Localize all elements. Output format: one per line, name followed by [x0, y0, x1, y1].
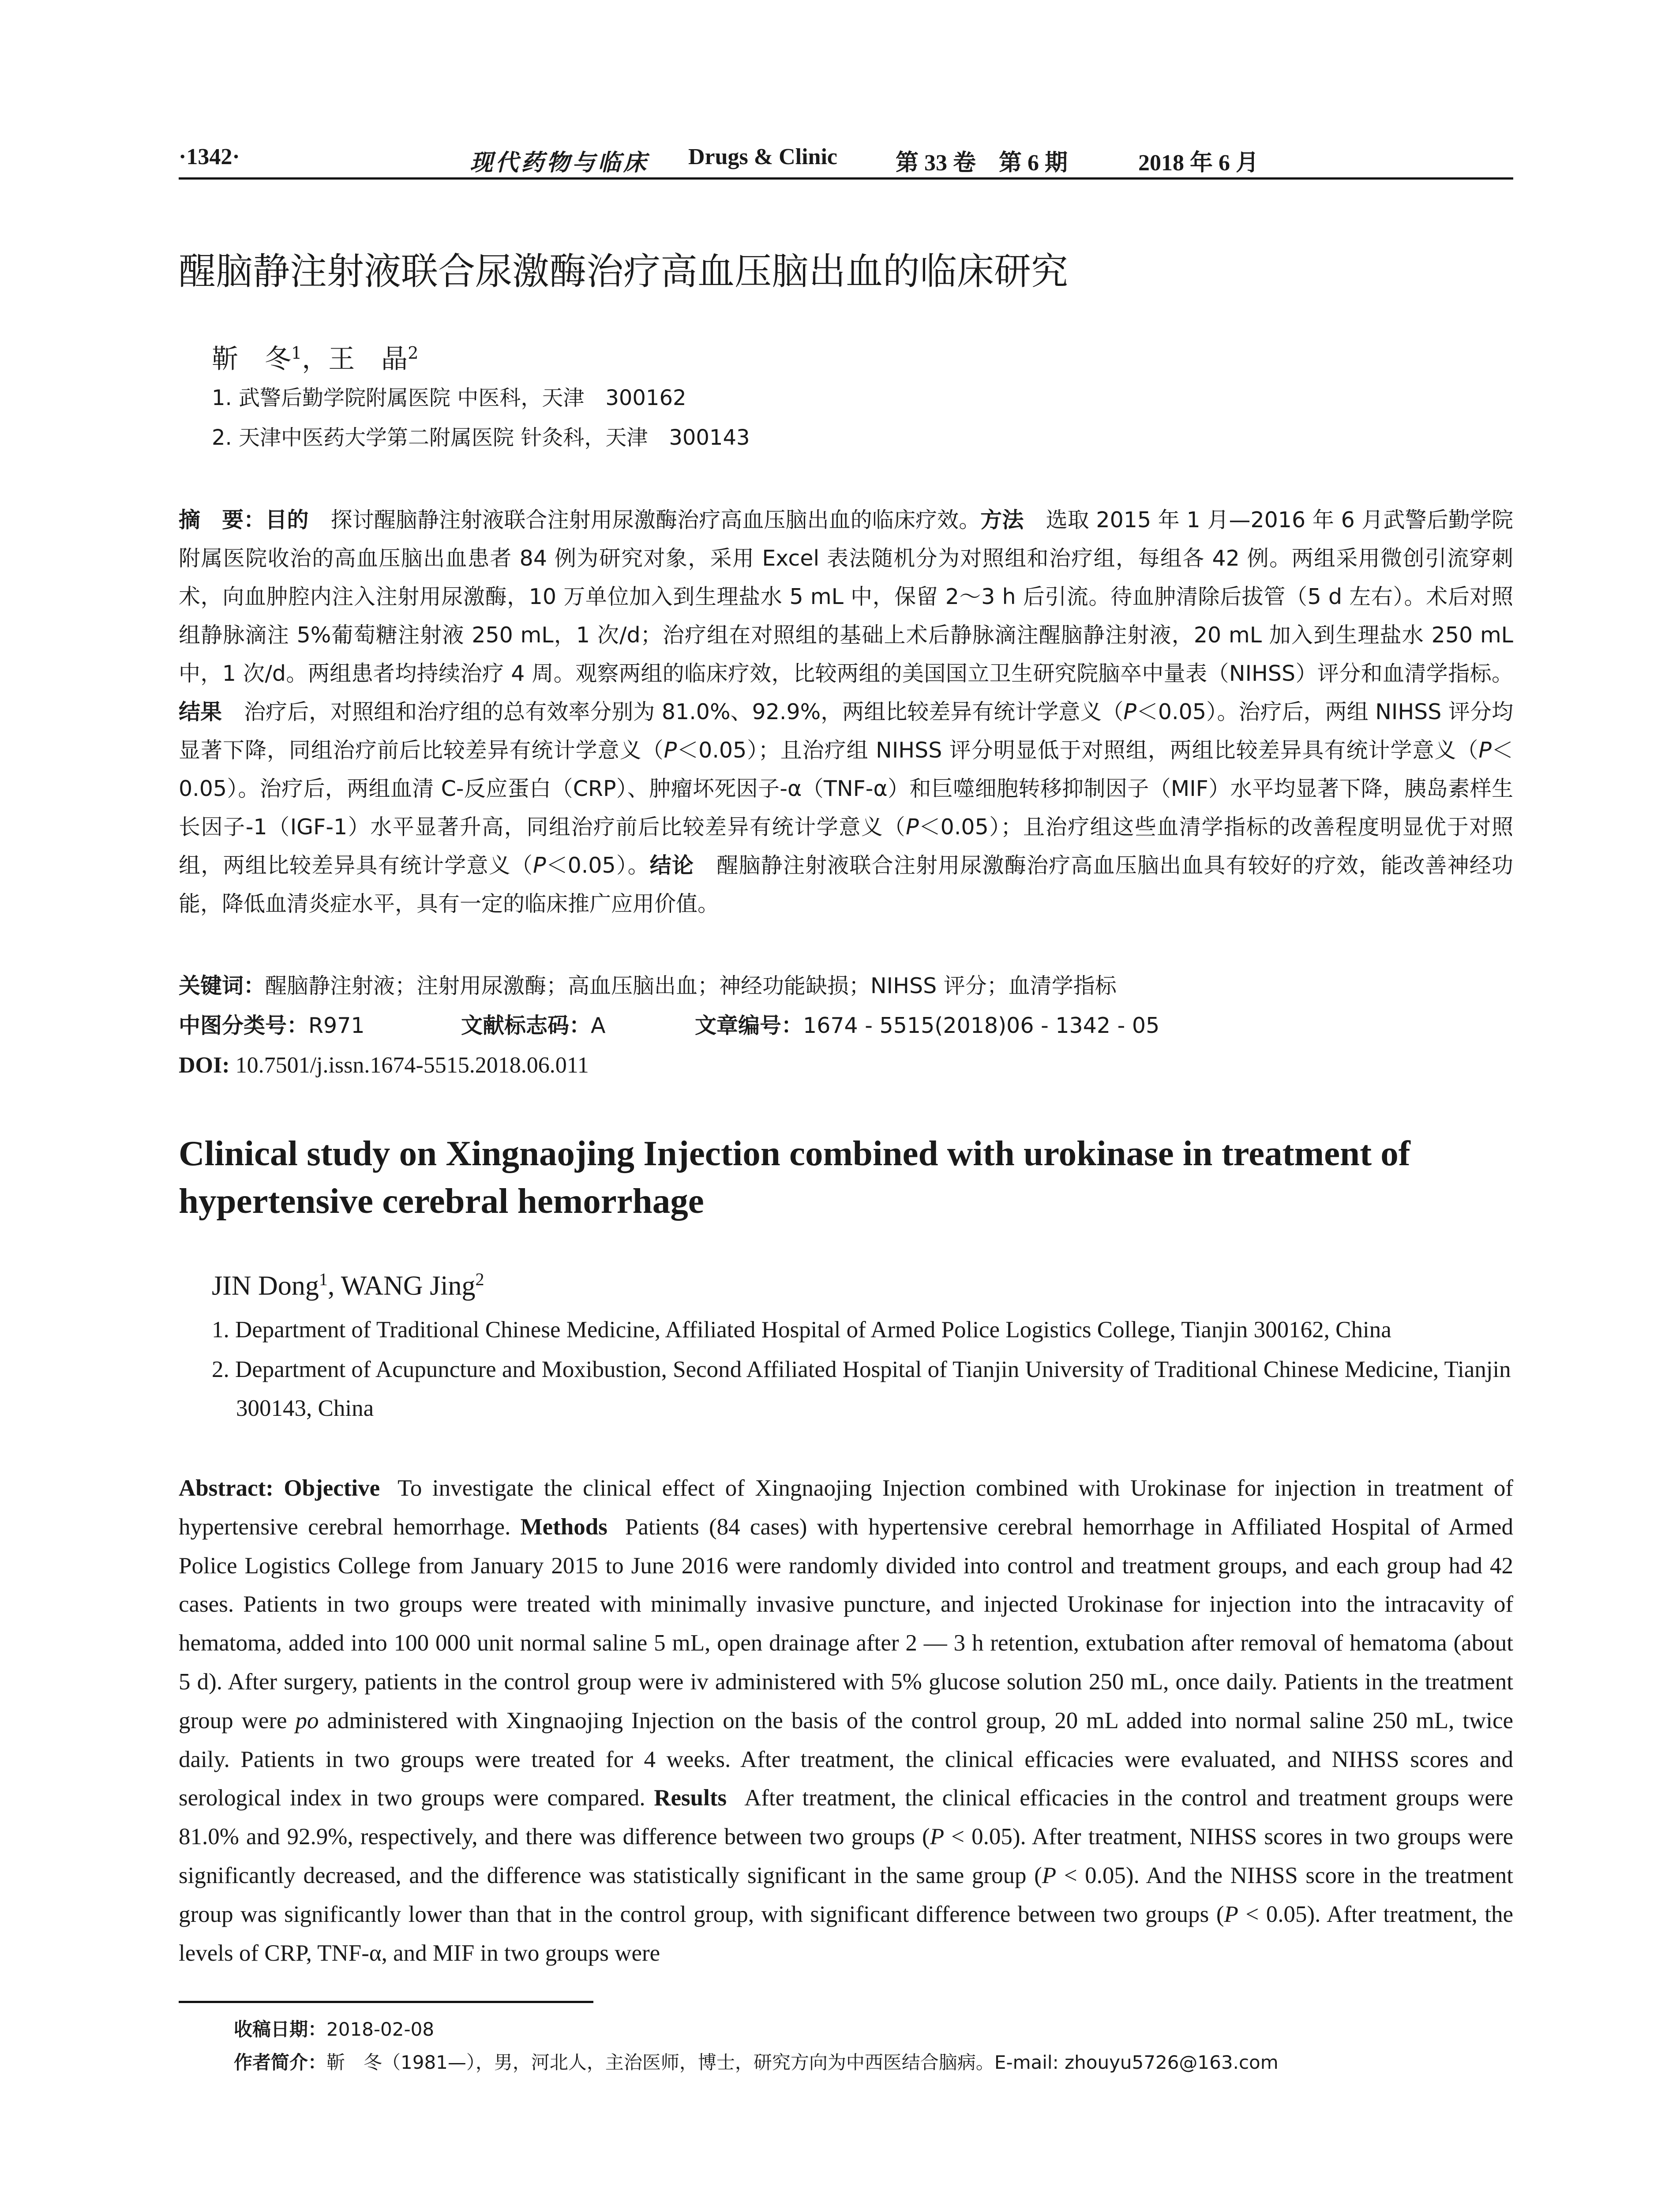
clc-value: R971	[308, 1013, 365, 1038]
affiliation-cn-1: 1. 武警后勤学院附属医院 中医科，天津 300162	[212, 386, 686, 410]
author-1-affil-mark-en: 1	[319, 1269, 328, 1289]
doi-line	[179, 1050, 589, 1081]
results-label-en: Results	[654, 1785, 727, 1811]
keywords-label: 关键词：	[179, 973, 266, 998]
author-2-affil-mark: 2	[408, 343, 419, 363]
methods-label-en: Methods	[520, 1514, 608, 1540]
conclusion-label-cn: 结论	[649, 853, 694, 878]
affiliation-en-1: 1. Department of Traditional Chinese Medicine, Affiliated Hospital of Armed Police Logistics College, Tianjin 300162, China	[212, 1317, 1391, 1343]
p-symbol: P	[664, 738, 677, 763]
title-en: Clinical study on Xingnaojing Injection combined with urokinase in treatment of hypertensive cerebral hemorrhage	[179, 1133, 1410, 1221]
results-text-en-4: < 0.05). After treatment, the levels of CRP, TNF-α, and MIF in two groups were	[179, 1901, 1514, 1966]
p-symbol: P	[1123, 699, 1136, 724]
results-text-en-3: < 0.05). And the NIHSS score in the treatment group was significantly lower than that in the control group, with significant difference between two groups (	[179, 1862, 1513, 1927]
bio-value: 靳 冬（1981—），男，河北人，主治医师，博士，研究方向为中西医结合脑病。E-mail: zhouyu5726@163.com	[326, 2052, 1279, 2073]
clc-label: 中图分类号：	[179, 1013, 309, 1038]
p-symbol-en: P	[1042, 1862, 1057, 1888]
author-2-cn: 王 晶	[328, 344, 408, 375]
p-symbol-en: P	[930, 1824, 945, 1850]
methods-label-cn: 方法	[980, 507, 1024, 533]
authors-cn	[212, 335, 418, 377]
doi-label: DOI:	[179, 1053, 230, 1078]
abstract-en-label: Abstract:	[179, 1475, 274, 1501]
author-2-affil-mark-en: 2	[475, 1269, 484, 1289]
bio-label: 作者简介：	[234, 2052, 327, 2073]
journal-name-en: Drugs & Clinic	[688, 144, 837, 169]
objective-text-cn: 探讨醒脑静注射液联合注射用尿激酶治疗高血压脑出血的临床疗效。	[330, 507, 981, 533]
p-symbol: P	[906, 814, 919, 840]
received-date-footnote	[234, 2016, 434, 2043]
po-abbrev: po	[295, 1707, 319, 1733]
issue-date: 2018 年 6 月	[1138, 150, 1259, 176]
results-text-cn-4: ＜0.05）。治疗后，两组血清 C-反应蛋白（CRP）、肿瘤坏死因子-α（TNF-α）和巨噬细胞转移抑制因子（MIF）水平均显著下降，胰岛素样生长因子-1（IGF-1）水平显著升高，同组治疗前后比较差异有统计学意义（	[179, 738, 1513, 840]
page-number: ·1342·	[179, 144, 240, 169]
title-cn: 醒脑静注射液联合尿激酶治疗高血压脑出血的临床研究	[179, 250, 1069, 293]
methods-text-cn: 选取 2015 年 1 月—2016 年 6 月武警后勤学院附属医院收治的高血压脑出血患者 84 例为研究对象，采用 Excel 表法随机分为对照组和治疗组，每组各 42 例。两组采用微创引流穿刺术，向血肿腔内注入注射用尿激酶，10 万单位加入到生理盐水 5 mL 中，保留 2～3 h 后引流。待血肿清除后拔管（5 d 左右）。术后对照组静脉滴注 5%葡萄糖注射液 250 mL，1 次/d；治疗组在对照组的基础上术后静脉滴注醒脑静注射液，20 mL 加入到生理盐水 250 mL 中，1 次/d。两组患者均持续治疗 4 周。观察两组的临床疗效，比较两组的美国国立卫生研究院脑卒中量表（NIHSS）评分和血清学指标。	[179, 507, 1513, 686]
methods-text-en-1: Patients (84 cases) with hypertensive cerebral hemorrhage in Affiliated Hospital of Armed Police Logistics College from January 2015 to June 2016 were randomly divided into control and treatment groups, and each group had 42 cases. Patients in two groups were treated with minimally invasive puncture, and injected Urokinase for injection into the intracavity of hematoma, added into 100 000 unit normal saline 5 mL, open drainage after 2 — 3 h retention, extubation after removal of hematoma (about 5 d). After surgery, patients in the control group were iv administered with 5% glucose solution 250 mL, once daily. Patients in the treatment group were	[179, 1514, 1514, 1733]
objective-label-en: Objective	[284, 1475, 380, 1501]
p-symbol: P	[1478, 738, 1492, 763]
author-separator-en: ,	[327, 1271, 341, 1301]
objective-label-cn: 目的	[265, 507, 309, 533]
conclusion-text-cn: 醒脑静注射液联合注射用尿激酶治疗高血压脑出血具有较好的疗效，能改善神经功能，降低血清炎症水平，具有一定的临床推广应用价值。	[179, 853, 1513, 916]
abstract-cn-label: 摘 要：	[179, 507, 266, 533]
results-label-cn: 结果	[179, 699, 222, 724]
author-separator: ，	[302, 344, 329, 375]
article-number-value: 1674 - 5515(2018)06 - 1342 - 05	[803, 1013, 1160, 1038]
affiliation-cn-2: 2. 天津中医药大学第二附属医院 针灸科，天津 300143	[212, 425, 750, 450]
author-1-cn: 靳 冬	[212, 344, 291, 375]
p-symbol-en: P	[1224, 1901, 1238, 1927]
author-1-affil-mark: 1	[291, 343, 302, 363]
author-bio-footnote	[234, 2049, 1279, 2076]
volume-issue: 第 33 卷 第 6 期	[896, 150, 1068, 176]
received-label: 收稿日期：	[234, 2018, 327, 2040]
results-text-cn-2: ＜0.05）。治疗后，两组 NIHSS 评分均显著下降，同组治疗前后比较差异有统计学意义（	[179, 699, 1513, 763]
results-text-en-2: < 0.05). After treatment, NIHSS scores in two groups were significantly decreased, and the difference was statistically significant in the same group (	[179, 1824, 1513, 1888]
keywords-line	[179, 971, 1117, 1002]
keywords-value: 醒脑静注射液；注射用尿激酶；高血压脑出血；神经功能缺损；NIHSS 评分；血清学指标	[265, 973, 1117, 998]
results-text-cn-6: ＜0.05）。	[546, 853, 650, 878]
author-2-en: WANG Jing	[341, 1271, 476, 1301]
footnote-divider	[179, 2001, 593, 2003]
results-text-cn-5: ＜0.05）；且治疗组这些血清学指标的改善程度明显优于对照组，两组比较差异具有统计学意义（	[179, 814, 1513, 878]
author-1-en: JIN Dong	[212, 1271, 319, 1301]
journal-name-cn: 现代药物与临床	[470, 150, 649, 176]
methods-text-en-2: administered with Xingnaojing Injection on the basis of the control group, 20 mL added into normal saline 250 mL, twice daily. Patients in two groups were treated for 4 weeks. After treatment, the clinical efficacies were evaluated, and NIHSS scores and serological index in two groups were compared.	[179, 1707, 1513, 1811]
objective-text-en: To investigate the clinical effect of Xingnaojing Injection combined with Urokinase for injection in treatment of hypertensive cerebral hemorrhage.	[179, 1475, 1513, 1540]
doc-code-value: A	[591, 1013, 606, 1038]
p-symbol: P	[533, 853, 546, 878]
results-text-en-1: After treatment, the clinical efficacies in the control and treatment groups were 81.0% and 92.9%, respectively, and there was difference between two groups (	[179, 1785, 1513, 1850]
doi-value: 10.7501/j.issn.1674-5515.2018.06.011	[229, 1053, 589, 1078]
doc-code-label: 文献标志码：	[461, 1013, 591, 1038]
running-header	[179, 140, 1513, 180]
abstract-en	[179, 1469, 1513, 1973]
classification-line	[179, 1010, 1159, 1041]
results-text-cn-3: ＜0.05）；且治疗组 NIHSS 评分明显低于对照组，两组比较差异具有统计学意义（	[677, 738, 1479, 763]
affiliation-en-2: 2. Department of Acupuncture and Moxibustion, Second Affiliated Hospital of Tianjin University of Traditional Chinese Medicine, Tianjin 300143, China	[212, 1357, 1511, 1421]
article-number-label: 文章编号：	[695, 1013, 803, 1038]
received-value: 2018-02-08	[326, 2018, 435, 2040]
authors-en	[212, 1262, 484, 1304]
results-text-cn-1: 治疗后，对照组和治疗组的总有效率分别为 81.0%、92.9%，两组比较差异有统计学意义（	[244, 699, 1124, 724]
abstract-cn	[179, 501, 1513, 923]
